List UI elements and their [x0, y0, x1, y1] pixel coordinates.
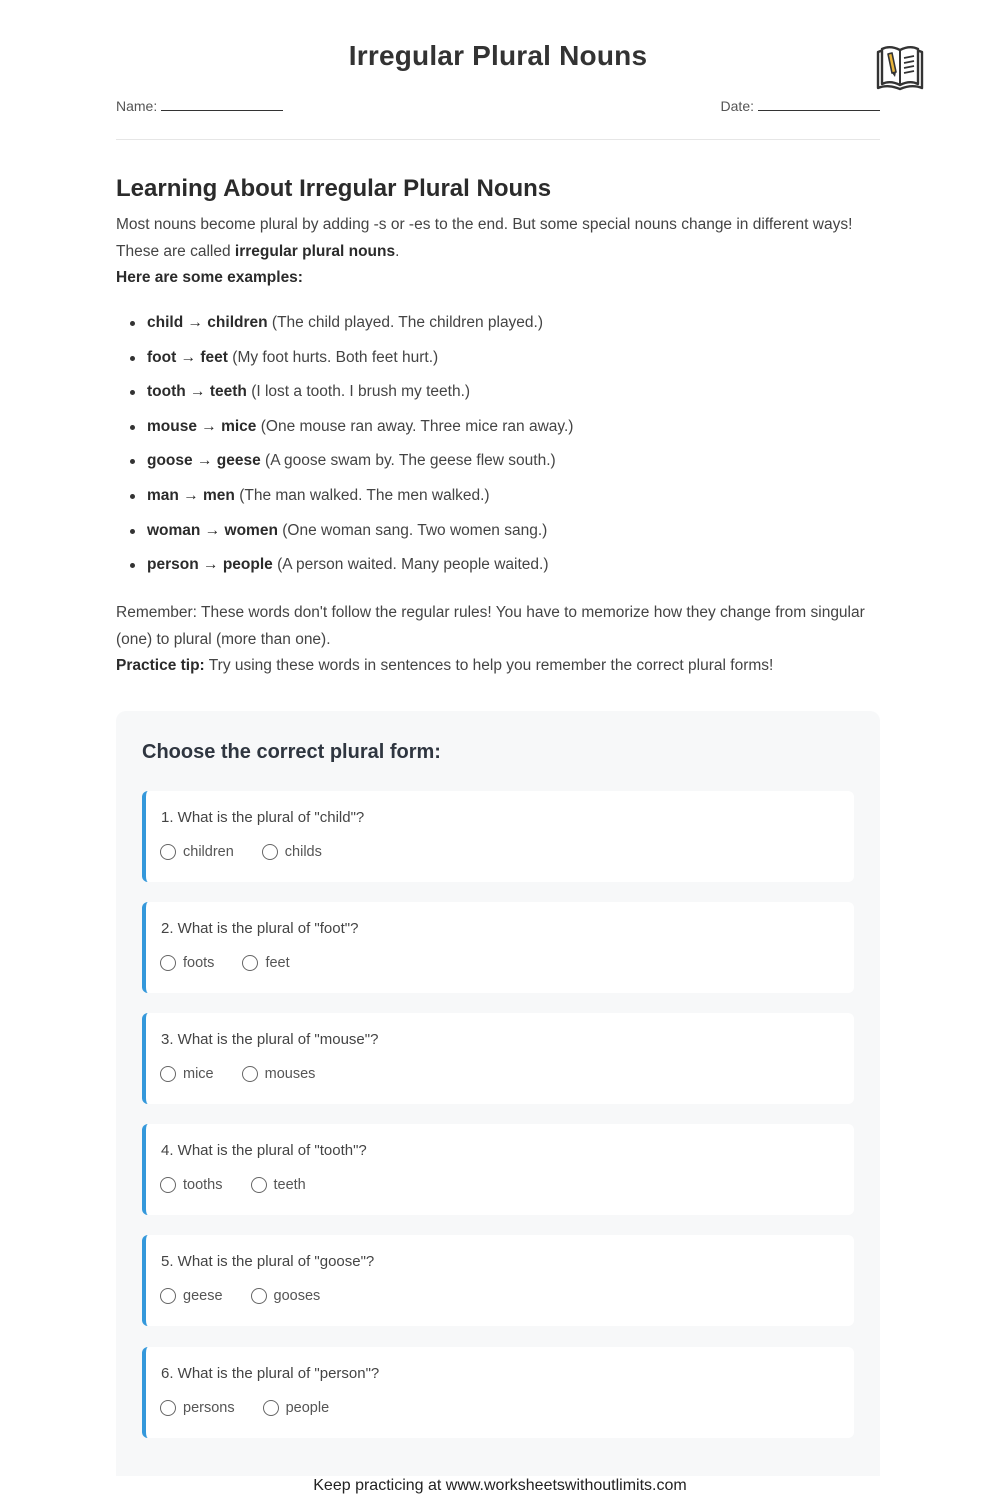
example-sentence: (A goose swam by. The geese flew south.): [265, 452, 556, 470]
examples-list: [116, 310, 876, 587]
example-plural: children: [207, 314, 268, 331]
answer-option[interactable]: [242, 1066, 316, 1082]
date-label: Date:: [720, 98, 754, 114]
header-divider: [116, 139, 880, 140]
question-text: 6. What is the plural of "person"?: [161, 1365, 380, 1382]
example-singular: person: [147, 556, 199, 574]
quiz-section: [116, 711, 880, 1476]
example-plural: teeth: [209, 383, 247, 401]
example-singular: tooth: [147, 383, 186, 401]
lesson-intro: [116, 212, 876, 292]
name-field[interactable]: [116, 97, 283, 114]
answer-options: [160, 1177, 334, 1193]
quiz-title: Choose the correct plural form:: [142, 741, 441, 763]
question-text: 4. What is the plural of "tooth"?: [161, 1142, 367, 1159]
example-plural: women: [224, 521, 278, 539]
radio-button[interactable]: [251, 1288, 267, 1304]
radio-button[interactable]: [160, 1177, 176, 1193]
example-sentence: (A person waited. Many people waited.): [277, 556, 549, 574]
example-singular: man: [147, 486, 179, 504]
example-singular: child: [147, 314, 184, 331]
example-singular: goose: [147, 452, 193, 470]
example-sentence: (The child played. The children played.): [271, 314, 544, 331]
option-label: people: [285, 1400, 330, 1416]
answer-option[interactable]: [262, 844, 322, 860]
example-item: [116, 310, 876, 345]
answer-options: [160, 1288, 348, 1304]
name-label: Name:: [116, 98, 158, 114]
radio-button[interactable]: [160, 844, 176, 860]
example-item: [116, 552, 876, 587]
option-label: geese: [183, 1288, 223, 1304]
remember-text: Remember: These words don't follow the regular rules! You have to memorize how they change from singular (one) to plural (more than one).: [116, 604, 865, 648]
example-plural: geese: [216, 452, 261, 470]
example-plural: men: [203, 486, 235, 504]
arrow-icon: →: [196, 452, 213, 470]
option-label: persons: [183, 1400, 235, 1416]
example-singular: mouse: [147, 417, 197, 435]
radio-button[interactable]: [242, 955, 258, 971]
example-item: [116, 345, 876, 380]
radio-button[interactable]: [251, 1177, 267, 1193]
question-text: 1. What is the plural of "child"?: [161, 809, 365, 826]
page-title: Irregular Plural Nouns: [348, 40, 648, 71]
answer-option[interactable]: [160, 1177, 223, 1193]
date-blank-line[interactable]: [758, 97, 880, 111]
option-label: foots: [183, 955, 215, 971]
question-card: [142, 1013, 854, 1104]
footer-text: Keep practicing at www.worksheetswithoutlimits.com: [313, 1477, 687, 1494]
arrow-icon: →: [180, 348, 197, 366]
option-label: feet: [265, 955, 290, 971]
option-label: children: [183, 844, 234, 860]
tip-text: Try using these words in sentences to help you remember the correct plural forms!: [204, 657, 774, 674]
option-label: mouses: [264, 1066, 316, 1082]
intro-bold-term: irregular plural nouns: [234, 242, 396, 260]
answer-option[interactable]: [263, 1400, 330, 1416]
intro-text: Most nouns become plural by adding -s or -es to the end. But some special nouns change in different ways! These are called: [116, 216, 853, 260]
radio-button[interactable]: [242, 1066, 258, 1082]
option-label: mice: [183, 1066, 214, 1082]
question-text: 2. What is the plural of "foot"?: [161, 920, 359, 937]
example-item: [116, 448, 876, 483]
option-label: tooths: [183, 1177, 223, 1193]
remember-note: [116, 600, 876, 680]
example-item: [116, 483, 876, 518]
option-label: gooses: [273, 1288, 321, 1304]
answer-option[interactable]: [242, 955, 289, 971]
option-label: childs: [284, 844, 322, 860]
arrow-icon: →: [204, 521, 221, 539]
example-plural: people: [222, 556, 273, 574]
arrow-icon: →: [203, 556, 219, 574]
option-label: teeth: [273, 1177, 306, 1193]
example-sentence: (I lost a tooth. I brush my teeth.): [251, 383, 471, 401]
answer-option[interactable]: [160, 1066, 214, 1082]
answer-options: [160, 955, 318, 971]
examples-heading: Here are some examples:: [116, 269, 303, 286]
answer-options: [160, 1400, 357, 1416]
answer-option[interactable]: [160, 1400, 235, 1416]
answer-option[interactable]: [160, 844, 234, 860]
question-card: [142, 1235, 854, 1326]
radio-button[interactable]: [263, 1400, 279, 1416]
example-sentence: (One mouse ran away. Three mice ran away.): [260, 417, 574, 435]
example-item: [116, 414, 876, 449]
example-item: [116, 379, 876, 414]
lesson-heading: Learning About Irregular Plural Nouns: [116, 175, 552, 202]
question-card: [142, 791, 854, 882]
question-card: [142, 1347, 854, 1438]
example-sentence: (My foot hurts. Both feet hurt.): [232, 348, 439, 366]
arrow-icon: →: [201, 417, 217, 435]
question-text: 3. What is the plural of "mouse"?: [161, 1031, 379, 1048]
example-singular: woman: [147, 521, 201, 539]
radio-button[interactable]: [160, 1066, 176, 1082]
radio-button[interactable]: [262, 844, 278, 860]
example-plural: mice: [221, 417, 257, 435]
answer-option[interactable]: [160, 1288, 223, 1304]
book-pencil-icon: [874, 42, 926, 94]
question-card: [142, 902, 854, 993]
answer-option[interactable]: [160, 955, 214, 971]
question-card: [142, 1124, 854, 1215]
arrow-icon: →: [183, 486, 199, 504]
radio-button[interactable]: [160, 955, 176, 971]
example-singular: foot: [147, 348, 177, 366]
answer-option[interactable]: [251, 1288, 321, 1304]
tip-label: Practice tip:: [116, 657, 205, 674]
date-field[interactable]: [721, 97, 880, 114]
arrow-icon: →: [187, 314, 203, 331]
radio-button[interactable]: [160, 1400, 176, 1416]
name-blank-line[interactable]: [161, 97, 283, 111]
arrow-icon: →: [190, 383, 206, 401]
radio-button[interactable]: [160, 1288, 176, 1304]
example-plural: feet: [200, 348, 228, 366]
example-item: [116, 518, 876, 553]
question-text: 5. What is the plural of "goose"?: [161, 1253, 375, 1270]
intro-text-end: .: [395, 242, 400, 260]
example-sentence: (The man walked. The men walked.): [239, 486, 490, 504]
answer-option[interactable]: [251, 1177, 306, 1193]
example-sentence: (One woman sang. Two women sang.): [282, 521, 548, 539]
answer-options: [160, 844, 350, 860]
answer-options: [160, 1066, 343, 1082]
